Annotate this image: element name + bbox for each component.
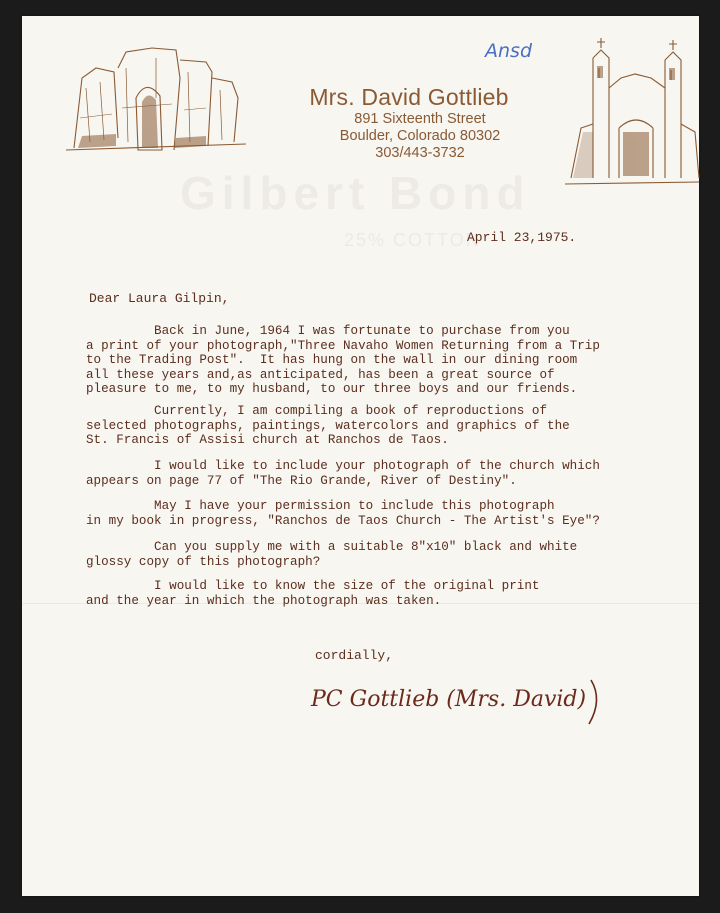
letterhead-phone: 303/443-3732 bbox=[375, 145, 465, 161]
paragraph: I would like to include your photograph of the church which appears on page 77 of "The Rio Grande, River of Destiny". bbox=[86, 459, 600, 488]
letter-date: April 23,1975. bbox=[467, 230, 577, 245]
handwritten-signature bbox=[307, 670, 607, 730]
letterhead bbox=[272, 84, 532, 162]
adobe-wall-sketch-icon bbox=[56, 38, 246, 160]
paragraph: May I have your permission to include this photograph in my book in progress, "Ranchos de Taos Church - The Artist's Eye"? bbox=[86, 499, 600, 528]
mission-church-sketch-icon bbox=[561, 28, 701, 188]
paper-watermark-cotton: 25% COTTON bbox=[344, 230, 481, 250]
closing: cordially, bbox=[315, 648, 394, 663]
letterhead-city: Boulder, Colorado 80302 bbox=[339, 128, 501, 144]
letterhead-name: Mrs. David Gottlieb bbox=[309, 84, 509, 110]
letterhead-street: 891 Sixteenth Street bbox=[354, 111, 486, 127]
signature-text: PC Gottlieb (Mrs. David) bbox=[311, 687, 587, 712]
paper-watermark: Gilbert Bond bbox=[180, 167, 531, 219]
paragraph: Can you supply me with a suitable 8"x10" black and white glossy copy of this photograph? bbox=[86, 540, 578, 569]
paragraph: Currently, I am compiling a book of reproductions of selected photographs, paintings, watercolors and graphics of the St. Francis of Assisi church at Ranchos de Taos. bbox=[86, 404, 570, 448]
paragraph: I would like to know the size of the original print and the year in which the photograph was taken. bbox=[86, 579, 540, 608]
salutation: Dear Laura Gilpin, bbox=[89, 291, 230, 306]
archive-pencil-mark: Ansd bbox=[485, 40, 532, 62]
paragraph: Back in June, 1964 I was fortunate to purchase from you a print of your photograph,"Three Navaho Women Returning from a Trip to the Trading Post". It has hung on the wall in our dining room all these years and,as anticipated, has been a great source of pleasure to me, to my husband, to our three boys and our friends. bbox=[86, 324, 600, 397]
letter-page bbox=[22, 16, 699, 896]
paper-fold-line bbox=[22, 603, 699, 604]
